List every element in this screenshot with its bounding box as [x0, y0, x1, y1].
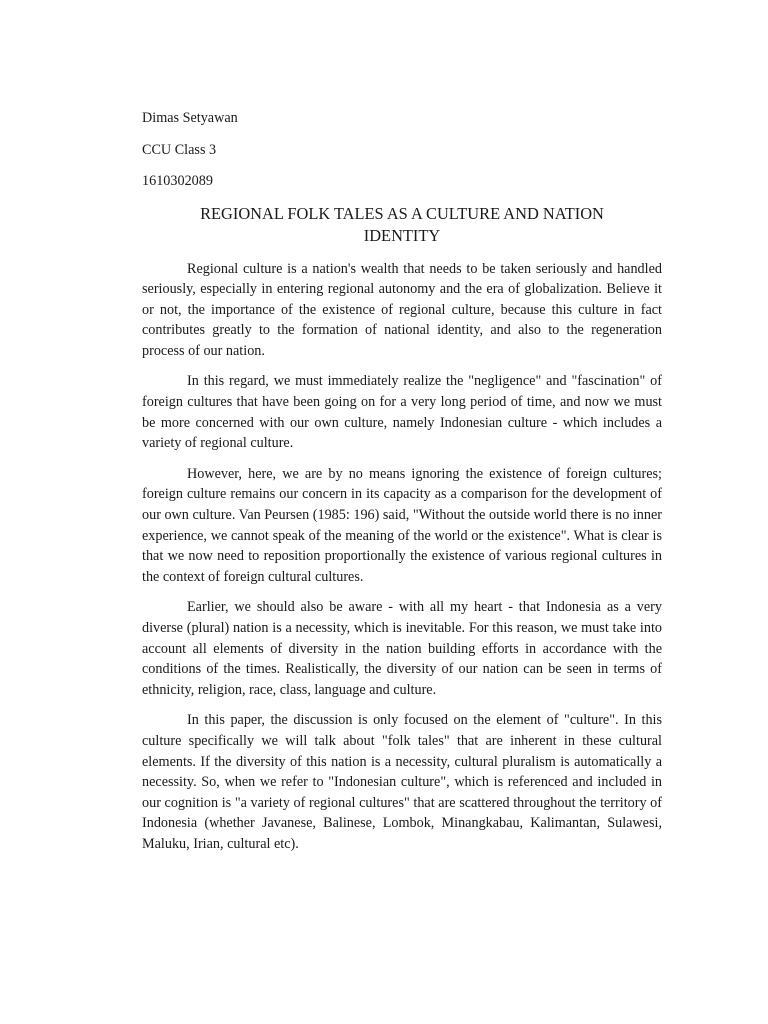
student-id: 1610302089 — [142, 173, 213, 189]
paragraph-3: However, here, we are by no means ignoring the existence of foreign cultures; foreign culture remains our concern in its capacity as a comparison for the development of our own culture. Van Peursen (1985: 196) said, "Without the outside world there is no inner experience, we cannot speak of the meaning of the world or the existence". What is clear is that we now need to reposition proportionally the existence of various regional cultures in the context of foreign cultural cultures. — [142, 465, 662, 585]
paragraph-1: Regional culture is a nation's wealth that needs to be taken seriously and handled seriously, especially in entering regional autonomy and the era of globalization. Believe it or not, the importance of the existence of regional culture, because this culture in fact contributes greatly to the formation of national identity, and also to the regeneration process of our nation. — [142, 260, 662, 359]
paragraph-2: In this regard, we must immediately realize the "negligence" and "fascination" of foreign cultures that have been going on for a very long period of time, and now we must be more concerned with our own culture, namely Indonesian culture - which includes a variety of regional culture. — [142, 373, 662, 452]
author-name: Dimas Setyawan — [142, 110, 238, 126]
class-name: CCU Class 3 — [142, 141, 217, 158]
paragraph-5: In this paper, the discussion is only focused on the element of "culture". In this culture specifically we will talk about "folk tales" that are inherent in these cultural elements. If the diversity of this nation is a necessity, cultural pluralism is automatically a necessity. So, when we refer to "Indonesian culture", which is referenced and included in our cognition is "a variety of regional cultures" that are scattered throughout the territory of Indonesia (whether Javanese, Balinese, Lombok, Minangkabau, Kalimantan, Sulawesi, Maluku, Irian, cultural etc). — [142, 712, 662, 852]
document-title: REGIONAL FOLK TALES AS A CULTURE AND NATION IDENTITY — [200, 203, 604, 245]
document-body — [142, 108, 662, 865]
paragraph-4: Earlier, we should also be aware - with all my heart - that Indonesia as a very diverse (plural) nation is a necessity, which is inevitable. For this reason, we must take into account all elements of diversity in the nation building efforts in accordance with the conditions of the times. Realistically, the diversity of our nation can be seen in terms of ethnicity, religion, race, class, language and culture. — [142, 599, 662, 698]
